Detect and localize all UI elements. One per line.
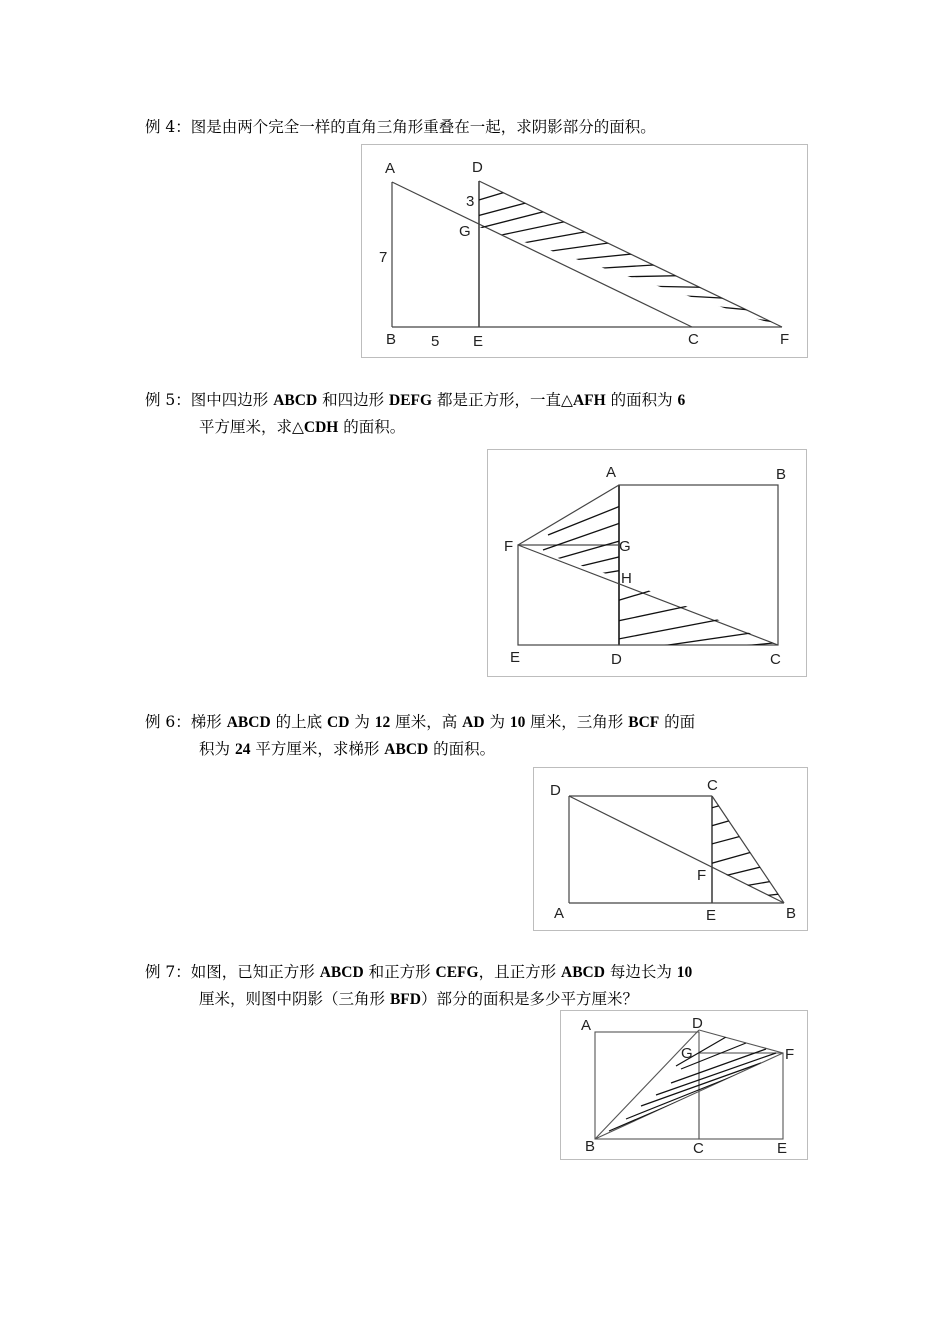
- text-run: 和四边形: [317, 391, 390, 409]
- text-run: 厘米，则图中阴影（三角形: [199, 990, 390, 1008]
- label-7: 7: [379, 249, 388, 266]
- label-B: B: [786, 905, 797, 922]
- label-D: D: [472, 159, 483, 176]
- text-run-bold: DEFG: [389, 392, 433, 409]
- problem-4-statement: 图是由两个完全一样的直角三角形重叠在一起，求阴影部分的面积。: [190, 118, 656, 136]
- label-C: C: [688, 331, 699, 348]
- label-H: H: [621, 570, 632, 587]
- label-E: E: [706, 907, 717, 924]
- segment-FC: [518, 545, 778, 645]
- label-A: A: [554, 905, 565, 922]
- figure-6-diagram: [534, 768, 809, 932]
- text-run-bold: 6: [677, 392, 686, 409]
- label-E: E: [777, 1140, 788, 1157]
- text-run: ，且正方形: [478, 963, 562, 981]
- label-D: D: [550, 782, 561, 799]
- problem-6-line2: [145, 736, 810, 763]
- problem-7-line2: [145, 986, 810, 1013]
- label-D: D: [692, 1015, 703, 1032]
- segment-FA: [518, 485, 619, 545]
- problem-6-label: 例 6：: [145, 713, 191, 731]
- text-run: 梯形: [190, 713, 227, 731]
- text-run-bold: AD: [462, 714, 485, 731]
- text-run: 图中四边形: [190, 391, 274, 409]
- text-run-bold: CEFG: [435, 964, 479, 981]
- text-run: 的面: [659, 713, 696, 731]
- shaded-region-5a: [543, 505, 623, 575]
- label-F: F: [504, 538, 514, 555]
- label-G: G: [681, 1045, 693, 1062]
- text-run: 都是正方形，一直△: [432, 391, 573, 409]
- label-G: G: [619, 538, 631, 555]
- problem-7-line1: [145, 959, 810, 986]
- text-run: 的面积。: [428, 740, 496, 758]
- figure-5: [487, 449, 807, 677]
- text-run: 如图，已知正方形: [190, 963, 320, 981]
- label-5: 5: [431, 333, 440, 350]
- square-ABCD: [619, 485, 778, 645]
- label-B: B: [386, 331, 397, 348]
- figure-7-diagram: [561, 1011, 809, 1161]
- text-run-bold: ABCD: [226, 714, 271, 731]
- label-C: C: [693, 1140, 704, 1157]
- figure-6: [533, 767, 808, 931]
- segment-AC: [392, 182, 692, 327]
- text-run-bold: 24: [234, 741, 251, 758]
- problem-7: [145, 959, 810, 1013]
- problem-4-label: 例 4：: [145, 118, 191, 136]
- text-run-bold: BFD: [389, 991, 421, 1008]
- label-D: D: [611, 651, 622, 668]
- label-F: F: [697, 867, 707, 884]
- label-A: A: [581, 1017, 592, 1034]
- label-B: B: [585, 1138, 596, 1155]
- text-run: 平方厘米，求△: [199, 418, 304, 436]
- text-run: 的上底: [270, 713, 328, 731]
- text-run-bold: ABCD: [384, 741, 429, 758]
- text-run: 的面积为: [605, 391, 678, 409]
- label-B: B: [776, 466, 787, 483]
- label-C: C: [707, 777, 718, 794]
- problem-6-line1: [145, 709, 810, 736]
- figure-7: [560, 1010, 808, 1160]
- segment-DF: [699, 1030, 783, 1053]
- text-run-bold: CDH: [303, 419, 339, 436]
- label-C: C: [770, 651, 781, 668]
- problem-5-line1: [145, 387, 810, 414]
- text-run-bold: ABCD: [561, 964, 605, 981]
- text-run: 为: [484, 713, 510, 731]
- shaded-region-5b: [613, 590, 783, 650]
- text-run-bold: 12: [374, 714, 391, 731]
- text-run: 积为: [199, 740, 235, 758]
- square-CEFG: [699, 1053, 783, 1139]
- label-E: E: [473, 333, 484, 350]
- text-run: 厘米，高: [390, 713, 463, 731]
- problem-5: [145, 387, 810, 441]
- text-run-bold: 10: [509, 714, 526, 731]
- figure-4: [361, 144, 808, 358]
- segment-DB: [569, 796, 784, 903]
- problem-4: [145, 114, 810, 141]
- text-run: 平方厘米，求梯形: [250, 740, 385, 758]
- text-run-bold: 10: [676, 964, 693, 981]
- figure-5-diagram: [488, 450, 808, 678]
- text-run-bold: ABCD: [273, 392, 318, 409]
- text-run-bold: BCF: [628, 714, 660, 731]
- figure-4-diagram: [362, 145, 809, 359]
- text-run: 的面积。: [338, 418, 406, 436]
- label-A: A: [606, 464, 617, 481]
- text-run: 每边长为: [604, 963, 677, 981]
- shaded-region-6: [704, 803, 789, 896]
- problem-6: [145, 709, 810, 763]
- problem-5-label: 例 5：: [145, 391, 191, 409]
- text-run: 和正方形: [363, 963, 436, 981]
- problem-5-line2: [145, 414, 810, 441]
- text-run-bold: CD: [327, 714, 350, 731]
- text-run-bold: AFH: [572, 392, 606, 409]
- label-G: G: [459, 223, 471, 240]
- shaded-region-4: [462, 190, 787, 329]
- text-run-bold: ABCD: [319, 964, 364, 981]
- text-run: 厘米，三角形: [525, 713, 629, 731]
- segment-CB: [712, 796, 784, 903]
- label-E: E: [510, 649, 521, 666]
- problem-4-text: [145, 114, 810, 141]
- label-F: F: [780, 331, 790, 348]
- problem-7-label: 例 7：: [145, 963, 191, 981]
- label-A: A: [385, 160, 396, 177]
- text-run: ）部分的面积是多少平方厘米？: [420, 990, 638, 1008]
- label-F: F: [785, 1046, 795, 1063]
- label-3: 3: [466, 193, 475, 210]
- text-run: 为: [349, 713, 375, 731]
